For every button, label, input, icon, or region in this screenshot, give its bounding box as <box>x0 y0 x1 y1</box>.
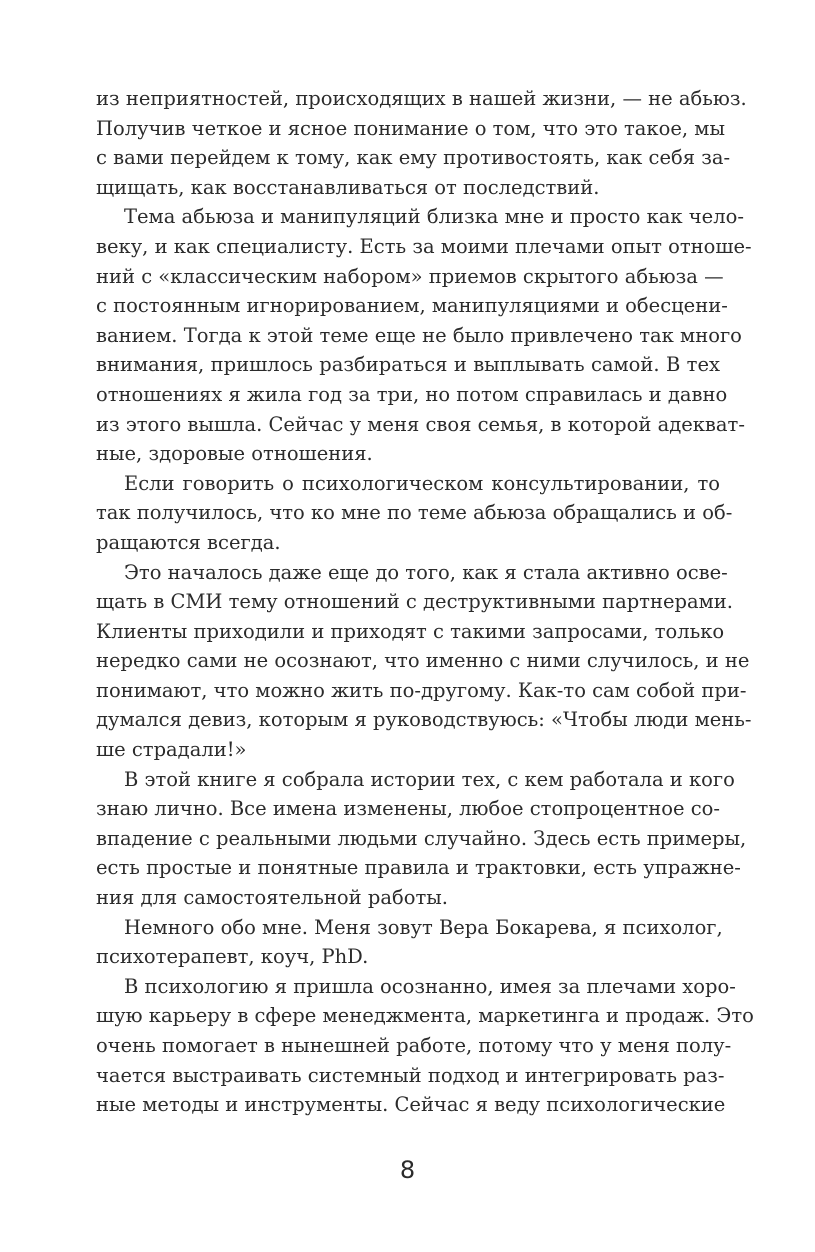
page-number: 8 <box>399 1156 416 1184</box>
text-line: щать в СМИ тему отношений с деструктивными партнерами. <box>96 590 733 614</box>
text-line: веку, и как специалисту. Есть за моими плечами опыт отноше- <box>96 234 752 258</box>
text-line: В психологию я пришла осознанно, имея за плечами хоро- <box>124 974 736 998</box>
text-line: ные методы и инструменты. Сейчас я веду психологические <box>96 1093 726 1117</box>
text-line: ний с «классическим набором» приемов скрытого абьюза — <box>96 264 724 288</box>
text-line: Это началось даже еще до того, как я стала активно осве- <box>124 560 728 584</box>
text-line: Немного обо мне. Меня зовут Вера Бокарева, я психолог, <box>124 915 723 939</box>
text-line: с вами перейдем к тому, как ему противостоять, как себя за- <box>96 146 731 170</box>
text-line: есть простые и понятные правила и трактовки, есть упражне- <box>96 856 741 880</box>
text-line: В этой книге я собрала истории тех, с кем работала и кого <box>124 767 735 791</box>
text-line: чается выстраивать системный подход и интегрировать раз- <box>96 1063 725 1087</box>
text-line: из неприятностей, происходящих в нашей жизни, — не абьюз. <box>96 87 747 110</box>
page-body-text <box>96 84 754 1120</box>
text-line: с постоянным игнорированием, манипуляциями и обесцени- <box>96 294 728 318</box>
text-line: ния для самостоятельной работы. <box>96 886 448 910</box>
text-line: отношениях я жила год за три, но потом справилась и давно <box>96 382 728 406</box>
text-line: психотерапевт, коуч, PhD. <box>96 945 369 969</box>
text-line: понимают, что можно жить по-другому. Как-то сам собой при- <box>96 678 747 702</box>
text-line: так получилось, что ко мне по теме абьюза обращались и об- <box>96 501 733 525</box>
text-line: ше страдали!» <box>96 738 247 762</box>
text-line: знаю лично. Все имена изменены, любое стопроцентное со- <box>96 797 720 821</box>
text-line: Если говорить о психологическом консультировании, то <box>124 471 720 495</box>
text-line: впадение с реальными людьми случайно. Здесь есть примеры, <box>96 826 747 850</box>
text-line: думался девиз, которым я руководствуюсь: «Чтобы люди мень- <box>96 708 752 732</box>
text-line: ращаются всегда. <box>96 530 281 554</box>
text-line: ванием. Тогда к этой теме еще не было привлечено так много <box>96 323 742 347</box>
text-line: шую карьеру в сфере менеджмента, маркетинга и продаж. Это <box>96 1004 754 1028</box>
text-line: нередко сами не осознают, что именно с ними случилось, и не <box>96 649 750 673</box>
text-line: Клиенты приходили и приходят с такими запросами, только <box>96 619 725 643</box>
text-line: из этого вышла. Сейчас у меня своя семья, в которой адекват- <box>96 412 745 436</box>
text-line: щищать, как восстанавливаться от последствий. <box>96 175 600 199</box>
text-line: внимания, пришлось разбираться и выплывать самой. В тех <box>96 353 720 377</box>
text-line: ные, здоровые отношения. <box>96 442 373 466</box>
text-line: Тема абьюза и манипуляций близка мне и просто как чело- <box>124 205 744 229</box>
text-line: очень помогает в нынешней работе, потому что у меня полу- <box>96 1034 732 1057</box>
text-line: Получив четкое и ясное понимание о том, что это такое, мы <box>96 116 725 140</box>
